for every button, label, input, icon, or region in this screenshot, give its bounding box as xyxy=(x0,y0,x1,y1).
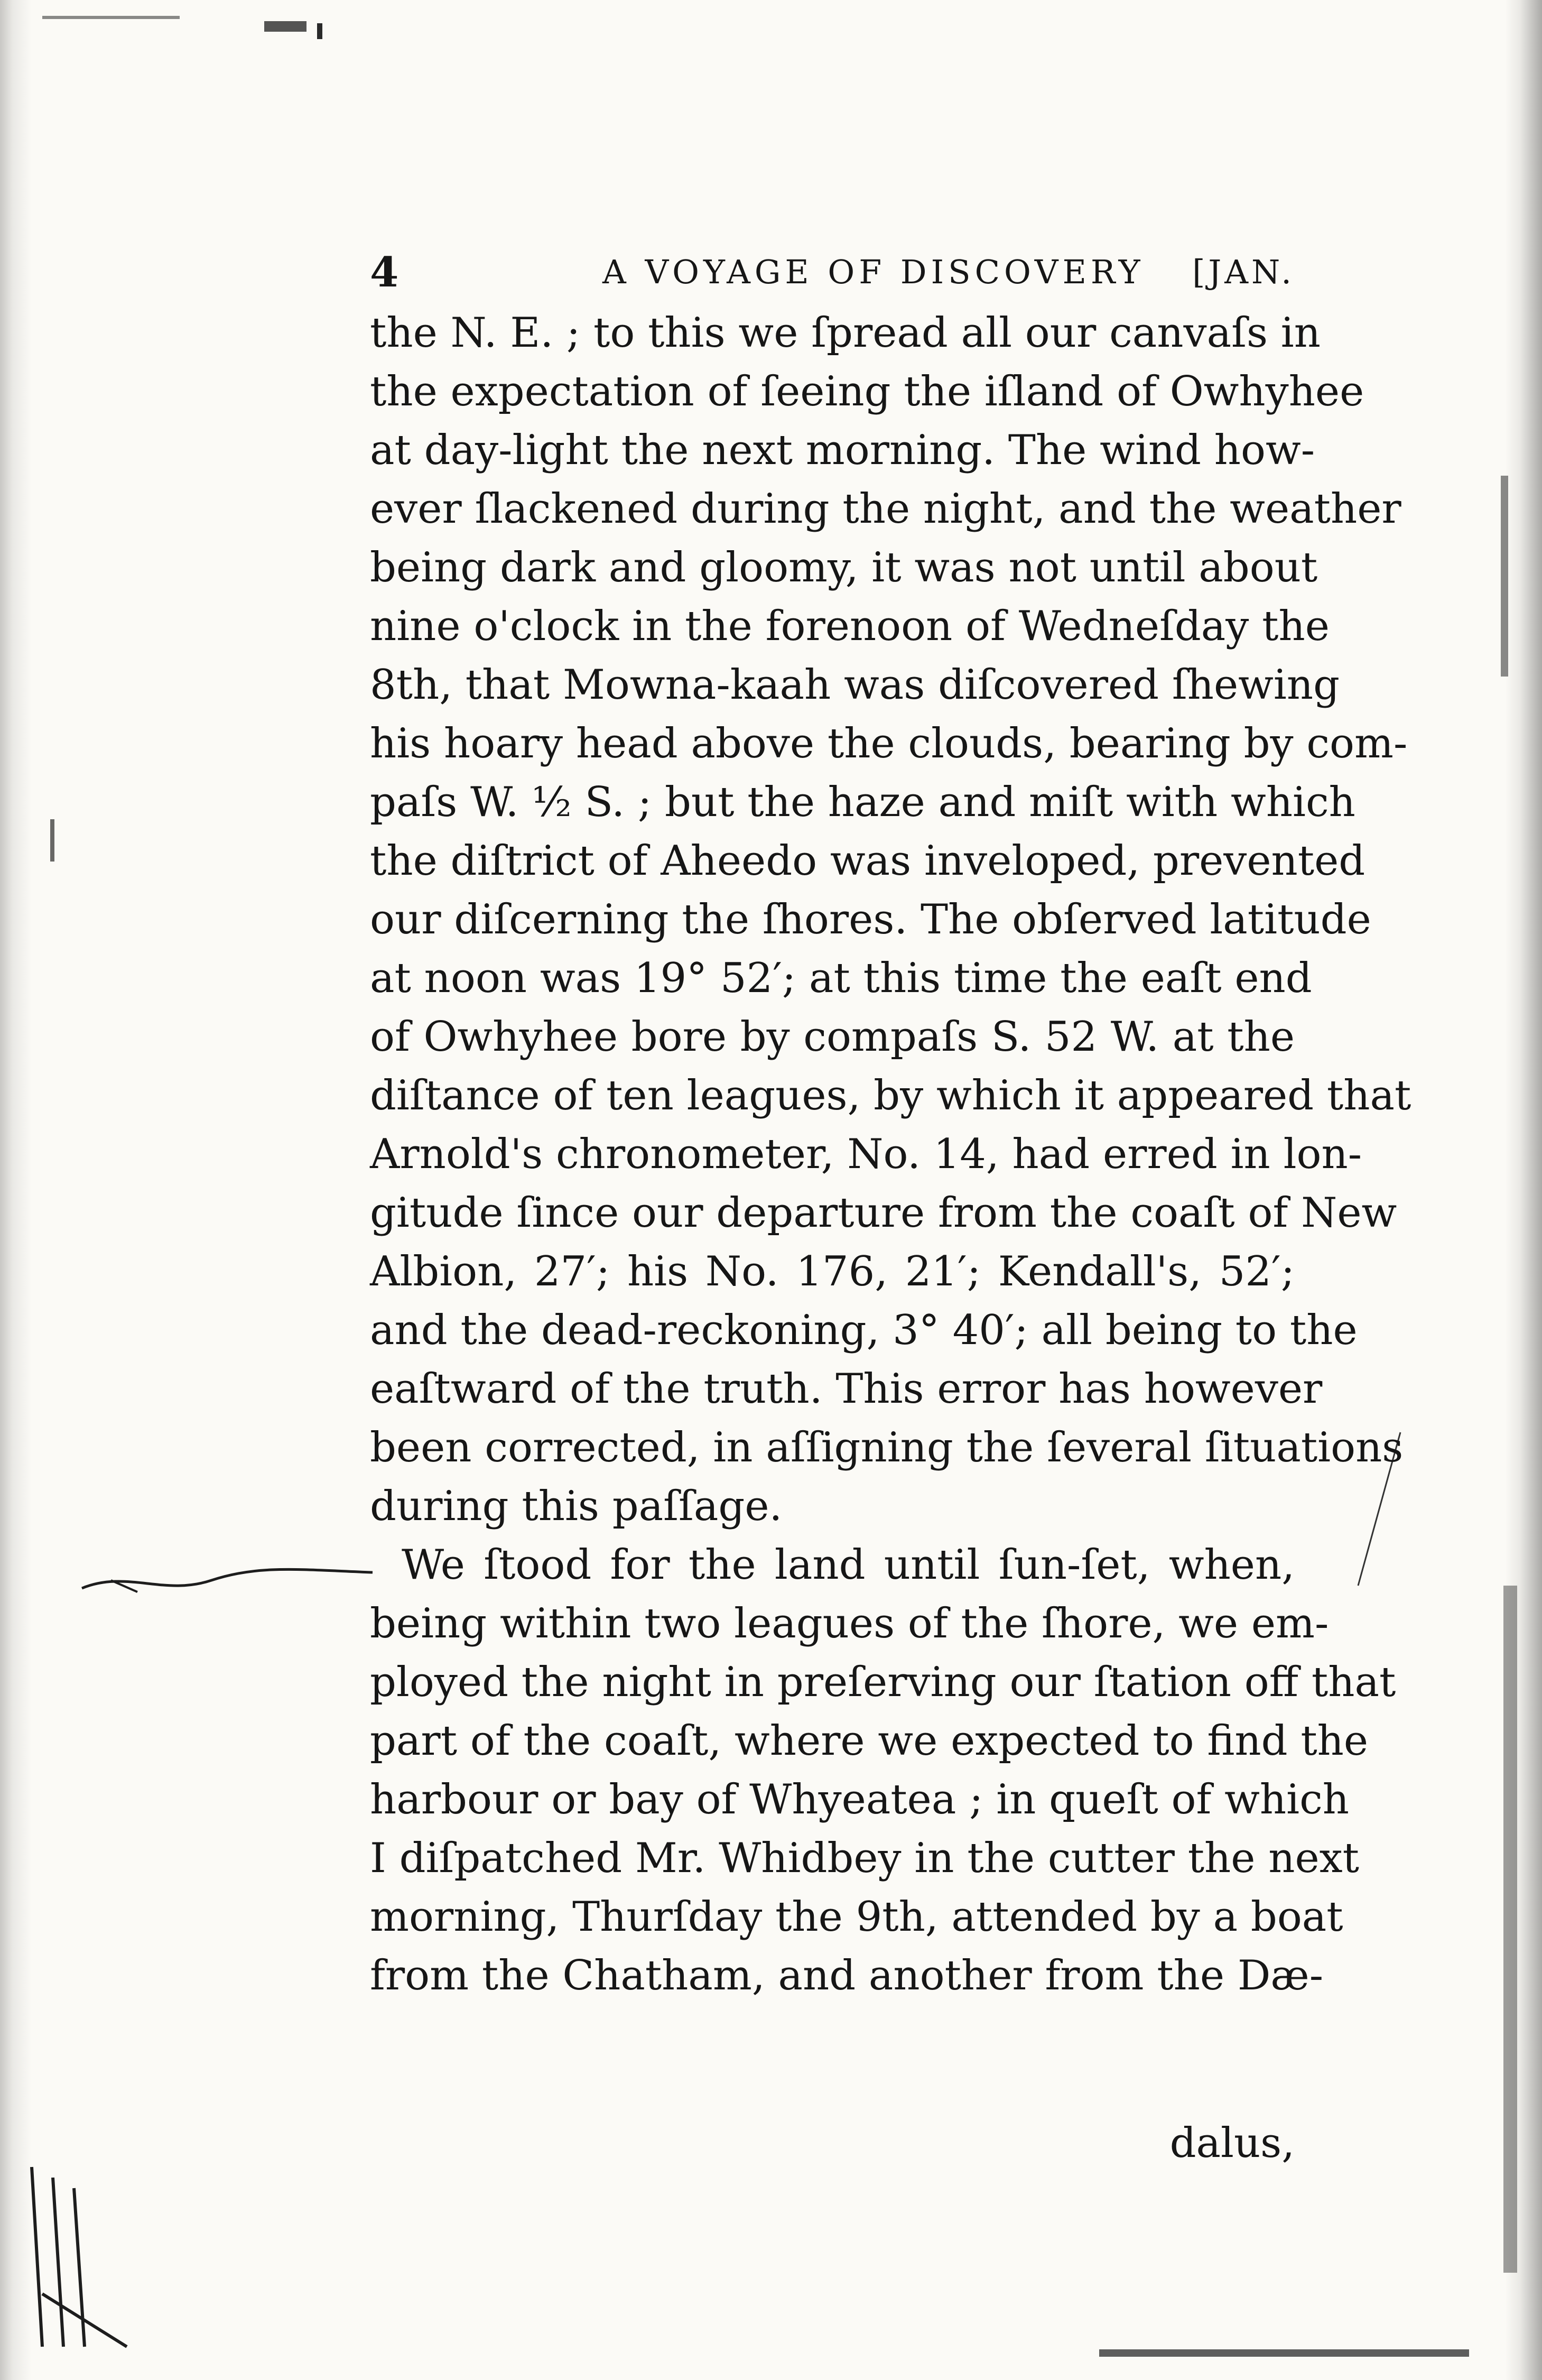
running-head xyxy=(370,248,1295,307)
text-line: our diſcerning the ſhores. The obſerved latitude xyxy=(370,896,1371,943)
catchword: dalus, xyxy=(1169,2119,1295,2167)
scan-speck xyxy=(264,21,306,32)
text-line: 8th, that Mowna-kaah was diſcovered ſhewing xyxy=(370,661,1340,709)
text-line: being within two leagues of the ſhore, we em- xyxy=(370,1600,1329,1647)
pen-stroke-mark xyxy=(79,1559,375,1607)
scan-speck xyxy=(1503,1586,1517,2273)
text-line: part of the coaſt, where we expected to find the xyxy=(370,1717,1369,1765)
text-line: of Owhyhee bore by compaſs S. 52 W. at the xyxy=(370,1013,1295,1061)
text-line: being dark and gloomy, it was not until about xyxy=(370,544,1318,591)
scan-speck xyxy=(42,16,180,19)
text-line: from the Chatham, and another from the Dæ- xyxy=(370,1952,1324,1999)
scan-speck xyxy=(1099,2349,1469,2357)
scan-edge-left xyxy=(0,0,32,2380)
paragraph-end-line: during this paſſage. xyxy=(370,1483,783,1530)
text-line: at noon was 19° 52′; at this time the eaſt end xyxy=(370,955,1312,1002)
text-line: the N. E. ; to this we ſpread all our canvaſs in xyxy=(370,309,1321,357)
body-text xyxy=(370,304,1411,2005)
text-line: I diſpatched Mr. Whidbey in the cutter the next xyxy=(370,1835,1359,1882)
text-line: morning, Thurſday the 9th, attended by a boat xyxy=(370,1893,1343,1941)
text-line: and the dead-reckoning, 3° 40′; all being to the xyxy=(370,1307,1358,1354)
text-line: gitude ſince our departure from the coaſt of New xyxy=(370,1189,1397,1237)
text-line: eaſtward of the truth. This error has however xyxy=(370,1365,1323,1413)
scan-speck xyxy=(1501,476,1508,677)
text-line: been corrected, in aſſigning the ſeveral ſituations xyxy=(370,1424,1404,1471)
scan-speck xyxy=(317,23,322,39)
text-line: paſs W. ½ S. ; but the haze and miſt with which xyxy=(370,779,1355,826)
text-line: Arnold's chronometer, No. 14, had erred in lon- xyxy=(370,1131,1362,1178)
running-title: A VOYAGE OF DISCOVERY xyxy=(602,253,1145,291)
text-line: the expectation of ſeeing the iſland of Owhyhee xyxy=(370,368,1364,415)
text-line: nine o'clock in the forenoon of Wedneſday the xyxy=(370,603,1330,650)
text-line: at day-light the next morning. The wind how- xyxy=(370,427,1315,474)
text-line: diſtance of ten leagues, by which it appeared that xyxy=(370,1072,1411,1119)
text-line: ever ſlackened during the night, and the weather xyxy=(370,485,1401,533)
text-line: ployed the night in preſerving our ſtation off that xyxy=(370,1659,1396,1706)
text-line: Albion, 27′; his No. 176, 21′; Kendall's, 52′; xyxy=(370,1248,1295,1295)
paragraph-start-line: We ſtood for the land until ſun-ſet, when, xyxy=(402,1541,1295,1589)
scan-speck xyxy=(50,819,54,862)
text-line: harbour or bay of Whyeatea ; in queſt of which xyxy=(370,1776,1349,1823)
running-date: [JAN. xyxy=(1192,253,1295,291)
text-line: his hoary head above the clouds, bearing by com- xyxy=(370,720,1408,767)
page-number: 4 xyxy=(370,248,399,297)
margin-stroke-mark xyxy=(21,2156,159,2357)
text-line: the diſtrict of Aheedo was inveloped, prevented xyxy=(370,837,1365,885)
